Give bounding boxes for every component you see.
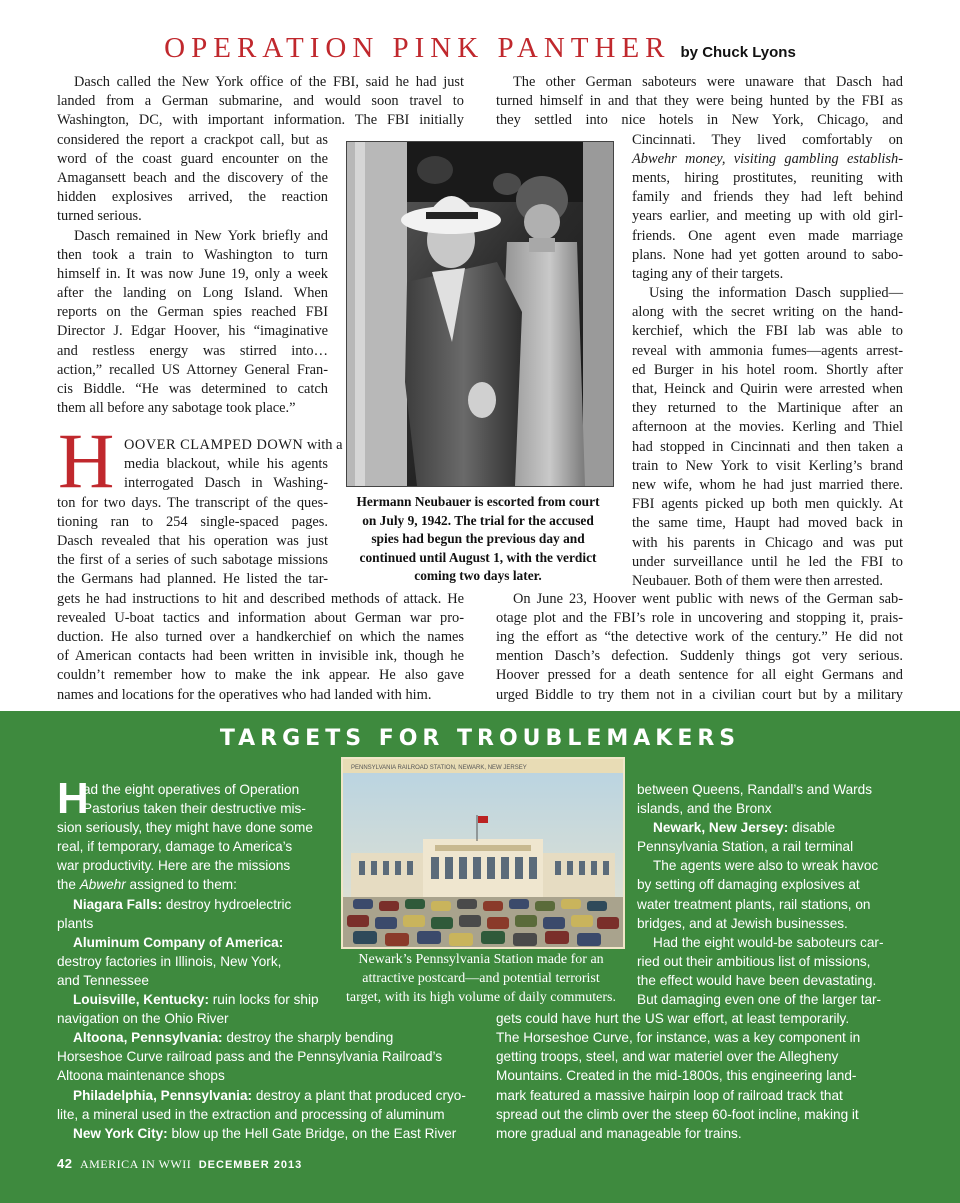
target-label: Newark, New Jersey:: [653, 820, 789, 836]
col2-top: [496, 73, 903, 131]
photo-caption: [340, 493, 616, 586]
col1-drop-lines: [124, 436, 343, 494]
sidebar-title: TARGETS FOR TROUBLEMAKERS: [219, 726, 741, 751]
text-line: real, if temporary, damage to America’s: [57, 839, 293, 855]
newark-postcard: [341, 757, 625, 949]
caption-line: Newark’s Pennsylvania Station made for an: [358, 952, 604, 967]
target-nyc: [57, 1124, 467, 1143]
text-line: then took a train to Washington to turn: [57, 246, 328, 263]
target-label: Altoona, Pennsylvania:: [73, 1030, 223, 1046]
text-line: Pennsylvania Station, a rail terminal: [637, 839, 854, 855]
sidebar-left-intro: [83, 780, 328, 818]
text-line: Horseshoe Curve railroad pass and the Pennsylvania Railroad’s: [57, 1049, 443, 1065]
text-line: word of the coast guard encounter on the: [57, 150, 328, 167]
text-line: spread out the climb over the steep 60-foot incline, making it: [496, 1106, 859, 1122]
target-altoona: [57, 1028, 467, 1047]
text-line: gets he had instructions to hit and described methods of attack. He: [57, 590, 464, 607]
text-line: revealed U-boat tactics and information about German war pro-: [57, 609, 464, 626]
postcard-caption: [330, 950, 632, 1007]
text-line: Dasch called the New York office of the FBI, said he had just: [74, 74, 464, 90]
text-line: taging any of their targets.: [632, 265, 784, 282]
text-line: reveal with ammonia fumes—agents arrest-: [632, 342, 903, 359]
text-line: But damaging even one of the larger tar-: [637, 992, 882, 1008]
text-line: water treatment plants, rail stations, on: [637, 896, 871, 912]
text-line: that, Heinck and Quirin were arrested when: [632, 381, 903, 398]
lead-rest: with a: [303, 437, 343, 453]
text-line: ments, hiring prostitutes, reuniting with: [632, 169, 903, 186]
text-line: Director J. Edgar Hoover, his “imaginative: [57, 323, 328, 340]
text-line: urged Biddle to try them not in a civilian court but by a military: [496, 686, 903, 703]
text-line: mark featured a massive hairpin loop of railroad track that: [496, 1087, 843, 1103]
text-line: The agents were also to wreak havoc: [653, 858, 879, 874]
text-line: action,” recalled US Attorney General Fran-: [57, 361, 328, 378]
text-line: couldn’t remember how to make the ink appear. He also gave: [57, 667, 464, 684]
target-label: Aluminum Company of America:: [73, 934, 284, 950]
caption-line: spies had begun the previous day and: [371, 531, 585, 546]
text-line: cis Biddle. “He was determined to catch: [57, 381, 328, 398]
text-line: FBI agents picked up both men quickly. At: [632, 496, 903, 513]
text-line: the Germans had planned. He listed the tar-: [57, 571, 328, 588]
page-number: 42: [57, 1156, 73, 1171]
sidebar-right: [637, 780, 905, 1009]
caption-line: Hermann Neubauer is escorted from court: [356, 494, 600, 509]
target-text: ruin locks for ship: [208, 992, 319, 1008]
target-label: Philadelphia, Pennsylvania:: [73, 1087, 253, 1103]
text-line: kerchief, which the FBI lab was able to: [632, 323, 903, 340]
text-line: Dasch revealed that his operation was just: [57, 532, 328, 549]
article-header: [0, 32, 960, 65]
target-text: destroy hydroelectric: [162, 896, 292, 912]
caption-line: target, with its high volume of daily commuters.: [346, 990, 616, 1005]
caption-line: attractive postcard—and potential terrorist: [362, 971, 600, 986]
text-line: Altoona maintenance shops: [57, 1068, 225, 1084]
text-line: the first of a series of such sabotage missions: [57, 552, 328, 569]
caption-line: continued until August 1, with the verdict: [359, 549, 597, 565]
text-line: friends. One agent even made marriage: [632, 227, 903, 244]
smallcaps-lead: OOVER CLAMPED DOWN: [124, 437, 304, 453]
abwehr-suffix: assigned to them:: [125, 877, 237, 893]
text-line: landed from a German submarine, and would soon travel to: [57, 93, 464, 110]
abwehr-word: Abwehr: [79, 877, 126, 893]
text-line: they settled into nice hotels in New York, Chicago, and: [496, 112, 903, 129]
text-line: war productivity. Here are the missions: [57, 858, 291, 874]
sidebar-right-bottom: [496, 1009, 906, 1143]
caption-line: coming two days later.: [414, 568, 542, 583]
text-line: ton for two days. The transcript of the ques-: [57, 494, 328, 511]
text-line: navigation on the Ohio River: [57, 1011, 229, 1027]
page-footer: [57, 1156, 302, 1172]
article-title: OPERATION PINK PANTHER: [164, 32, 671, 64]
text-line: had stopped in Cincinnati and then taken a: [632, 438, 903, 455]
text-line: Amagansett beach and the discovery of the: [57, 169, 328, 186]
col1-mid: [57, 131, 328, 419]
text-line: media blackout, while his agents: [124, 456, 328, 473]
text-line: the effect would have been devastating.: [637, 972, 877, 988]
text-line: The Horseshoe Curve, for instance, was a key component in: [496, 1030, 861, 1046]
drop-cap: H: [58, 417, 115, 504]
text-line: train to New York to visit Kerling’s brand: [632, 457, 903, 474]
text-line: more gradual and manageable for trains.: [496, 1125, 742, 1141]
neubauer-photo: [346, 141, 614, 487]
text-line: Neubauer. Both of them were then arrested.: [632, 572, 883, 589]
target-newark: [637, 818, 905, 837]
text-line: names and locations for the operatives who had landed with him.: [57, 686, 432, 703]
text-line: Mountains. Created in the mid-1800s, this engineering land-: [496, 1068, 857, 1084]
text-line: ing the effort as “the detective work of the century.” He did not: [496, 628, 903, 645]
text-line: and Tennessee: [57, 972, 149, 988]
text-line: turned serious.: [57, 208, 142, 225]
text-line: lite, a mineral used in the extraction and processing of aluminum: [57, 1106, 445, 1122]
text-line: turned himself in and that they were being hunted by the FBI as: [496, 93, 903, 110]
magazine-name: AMERICA IN WWII: [79, 1157, 192, 1171]
target-label: Louisville, Kentucky:: [73, 992, 209, 1008]
text-line: by setting off damaging explosives at: [637, 877, 860, 893]
text-line: islands, and the Bronx: [637, 801, 772, 817]
text-line: destroy factories in Illinois, New York,: [57, 953, 282, 969]
text-line: reports on the German spies reached FBI: [57, 304, 328, 321]
col1-full: [57, 590, 464, 705]
sidebar-drop-cap: H: [57, 774, 89, 823]
text-line: Washington, DC, with important information. The FBI initially: [57, 112, 464, 129]
text-line: otage plot and the FBI’s role in uncovering and stopping it, prais-: [496, 609, 903, 626]
target-text: destroy the sharply bending: [222, 1030, 394, 1046]
text-line: plans. None had yet gotten around to sabo-: [632, 246, 903, 263]
text-line: the same time, Haupt had moved back in: [632, 515, 903, 532]
text-line: years earlier, and meeting up with old girl-: [632, 208, 903, 225]
photo-illustration: [347, 142, 613, 486]
target-philadelphia: [57, 1086, 467, 1105]
issue-date: DECEMBER 2013: [198, 1159, 303, 1171]
text-line: afternoon at the movies. Kerling and Thiel: [632, 419, 903, 436]
col2-mid: [632, 131, 903, 592]
text-line: himself in. It was now June 19, only a week: [57, 265, 328, 282]
abwehr-italic: Abwehr money, visiting gambling establish-: [632, 150, 903, 167]
target-label: New York City:: [73, 1125, 168, 1141]
text-line: bridges, and at Jewish businesses.: [637, 915, 848, 931]
text-line: The other German saboteurs were unaware that Dasch had: [513, 74, 903, 90]
text-line: ried out their ambitious list of missions,: [637, 953, 871, 969]
text-line: [124, 436, 343, 455]
caption-line: on July 9, 1942. The trial for the accused: [362, 512, 594, 528]
text-line: with his parents in Chicago and was put: [632, 534, 903, 551]
text-line: new wife, whom he had just married there.: [632, 476, 903, 493]
text-line: considered the report a crackpot call, but as: [57, 131, 328, 148]
text-line: Hoover pressed for a death sentence for all eight Germans and: [496, 667, 903, 684]
text-line: hidden explosives arrived, the reaction: [57, 189, 328, 206]
text-line: after the landing on Long Island. When: [57, 285, 328, 302]
abwehr-prefix: the: [57, 877, 80, 893]
byline: by Chuck Lyons: [680, 44, 796, 61]
text-line: gets could have hurt the US war effort, at least temporarily.: [496, 1011, 850, 1027]
text-line: Had the eight would-be saboteurs car-: [653, 934, 884, 950]
text-line: and restless energy was stirred into…: [57, 342, 328, 359]
text-line: getting troops, steel, and war materiel over the Allegheny: [496, 1049, 839, 1065]
text-line: Dasch remained in New York briefly and: [74, 227, 328, 244]
text-line: Cincinnati. They lived comfortably on: [632, 131, 903, 148]
postcard-illustration: [343, 759, 623, 947]
text-line: duction. He also turned over a handkerchief on which the names: [57, 628, 464, 645]
target-label: Niagara Falls:: [73, 896, 163, 912]
text-line: of American contacts had been written in invisible ink, though he: [57, 648, 464, 665]
text-line: Pastorius taken their destructive mis-: [83, 801, 306, 817]
col1-after: [57, 494, 328, 590]
text-line: ad the eight operatives of Operation: [83, 782, 300, 797]
text-line: them all before any sabotage took place.”: [57, 400, 296, 417]
target-text: destroy a plant that produced cryo-: [252, 1087, 466, 1103]
target-text: disable: [788, 820, 836, 836]
text-line: [632, 150, 903, 169]
text-line: sion seriously, they might have done some: [57, 820, 313, 836]
text-line: ed Burger in his hotel room. Shortly after: [632, 361, 903, 378]
text-line: interrogated Dasch in Washing-: [124, 475, 328, 492]
text-line: mention Dasch’s defection. Suddenly things got very serious.: [496, 648, 903, 665]
col1-top: [57, 73, 464, 131]
text-line: along with the secret writing on the hand-: [632, 304, 903, 321]
text-line: between Queens, Randall’s and Wards: [637, 782, 873, 797]
text-line: Using the information Dasch supplied—: [649, 285, 903, 302]
text-line: plants: [57, 915, 94, 931]
text-line: they returned to the Martinique after an: [632, 400, 903, 417]
col2-full: [496, 590, 903, 705]
text-line: On June 23, Hoover went public with news of the German sab-: [513, 590, 903, 607]
postcard-label: PENNSYLVANIA RAILROAD STATION, NEWARK, NEW JERSEY: [351, 765, 527, 771]
text-line: tioning ran to 254 single-spaced pages.: [57, 513, 328, 530]
text-line: under surveillance until he led the FBI to: [632, 553, 903, 570]
text-line: family and friends they had left behind: [632, 189, 903, 206]
target-text: blow up the Hell Gate Bridge, on the East River: [167, 1125, 457, 1141]
